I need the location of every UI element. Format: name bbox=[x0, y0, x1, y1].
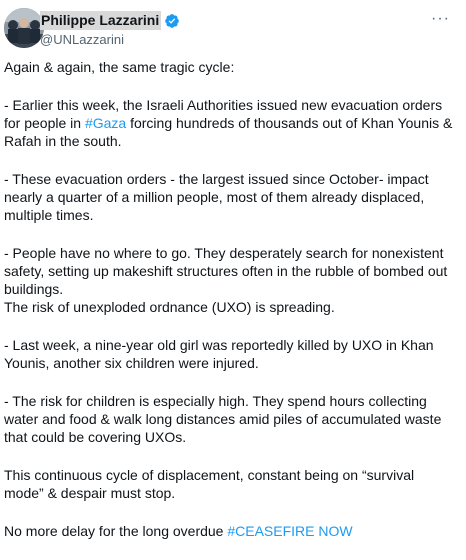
tweet-line: multiple times. bbox=[4, 207, 94, 223]
tweet-paragraph bbox=[4, 244, 460, 316]
tweet-line: mode” & despair must stop. bbox=[4, 485, 176, 501]
tweet-line: - Last week, a nine-year old girl was reportedly killed by UXO in Khan bbox=[4, 337, 434, 353]
tweet-paragraph bbox=[4, 466, 460, 502]
tweet-line: - People have no where to go. They desperately search for nonexistent bbox=[4, 245, 444, 261]
author-handle[interactable]: @UNLazzarini bbox=[40, 32, 124, 47]
tweet-line: The risk of unexploded ordnance (UXO) is spreading. bbox=[4, 299, 335, 315]
tweet-paragraph bbox=[4, 336, 460, 372]
author-name-row[interactable] bbox=[40, 11, 180, 30]
tweet-line: nearly a quarter of a million people, most of them already displaced, bbox=[4, 189, 425, 205]
tweet-text-segment: for people in bbox=[4, 115, 85, 131]
tweet-header bbox=[0, 0, 466, 56]
tweet-line: Rafah in the south. bbox=[4, 133, 122, 149]
tweet-line: water and food & walk long distances amid piles of accumulated waste bbox=[4, 411, 442, 427]
tweet-paragraph bbox=[4, 58, 460, 76]
tweet-line: Again & again, the same tragic cycle: bbox=[4, 59, 235, 75]
tweet-text bbox=[4, 58, 460, 560]
tweet-paragraph bbox=[4, 96, 460, 150]
tweet-text-segment: No more delay for the long overdue bbox=[4, 523, 228, 539]
tweet-line: safety, setting up makeshift structures often in the rubble of bombed out bbox=[4, 263, 448, 279]
tweet-line: This continuous cycle of displacement, constant being on “survival bbox=[4, 467, 415, 483]
tweet-line: - The risk for children is especially high. They spend hours collecting bbox=[4, 393, 427, 409]
more-options-icon[interactable]: ··· bbox=[431, 10, 450, 27]
tweet-line bbox=[4, 522, 460, 540]
tweet-paragraph bbox=[4, 522, 460, 540]
author-display-name[interactable]: Philippe Lazzarini bbox=[41, 12, 160, 28]
tweet-line: that could be covering UXOs. bbox=[4, 429, 187, 445]
author-avatar[interactable] bbox=[4, 8, 44, 48]
tweet-paragraph bbox=[4, 392, 460, 446]
tweet-line: buildings. bbox=[4, 281, 64, 297]
verified-badge-icon bbox=[164, 13, 180, 29]
tweet-paragraph bbox=[4, 170, 460, 224]
tweet-text-segment: forcing hundreds of thousands out of Khan Younis & bbox=[126, 115, 453, 131]
avatar-photo-icon bbox=[4, 8, 44, 48]
hashtag-link-ceasefire[interactable]: #CEASEFIRE NOW bbox=[227, 523, 353, 539]
tweet-line bbox=[4, 114, 460, 132]
hashtag-link-gaza[interactable]: #Gaza bbox=[84, 115, 127, 131]
tweet-line: - These evacuation orders - the largest issued since October- impact bbox=[4, 171, 429, 187]
tweet-line: Younis, another six children were injured. bbox=[4, 355, 259, 371]
tweet-line: - Earlier this week, the Israeli Authorities issued new evacuation orders bbox=[4, 97, 443, 113]
